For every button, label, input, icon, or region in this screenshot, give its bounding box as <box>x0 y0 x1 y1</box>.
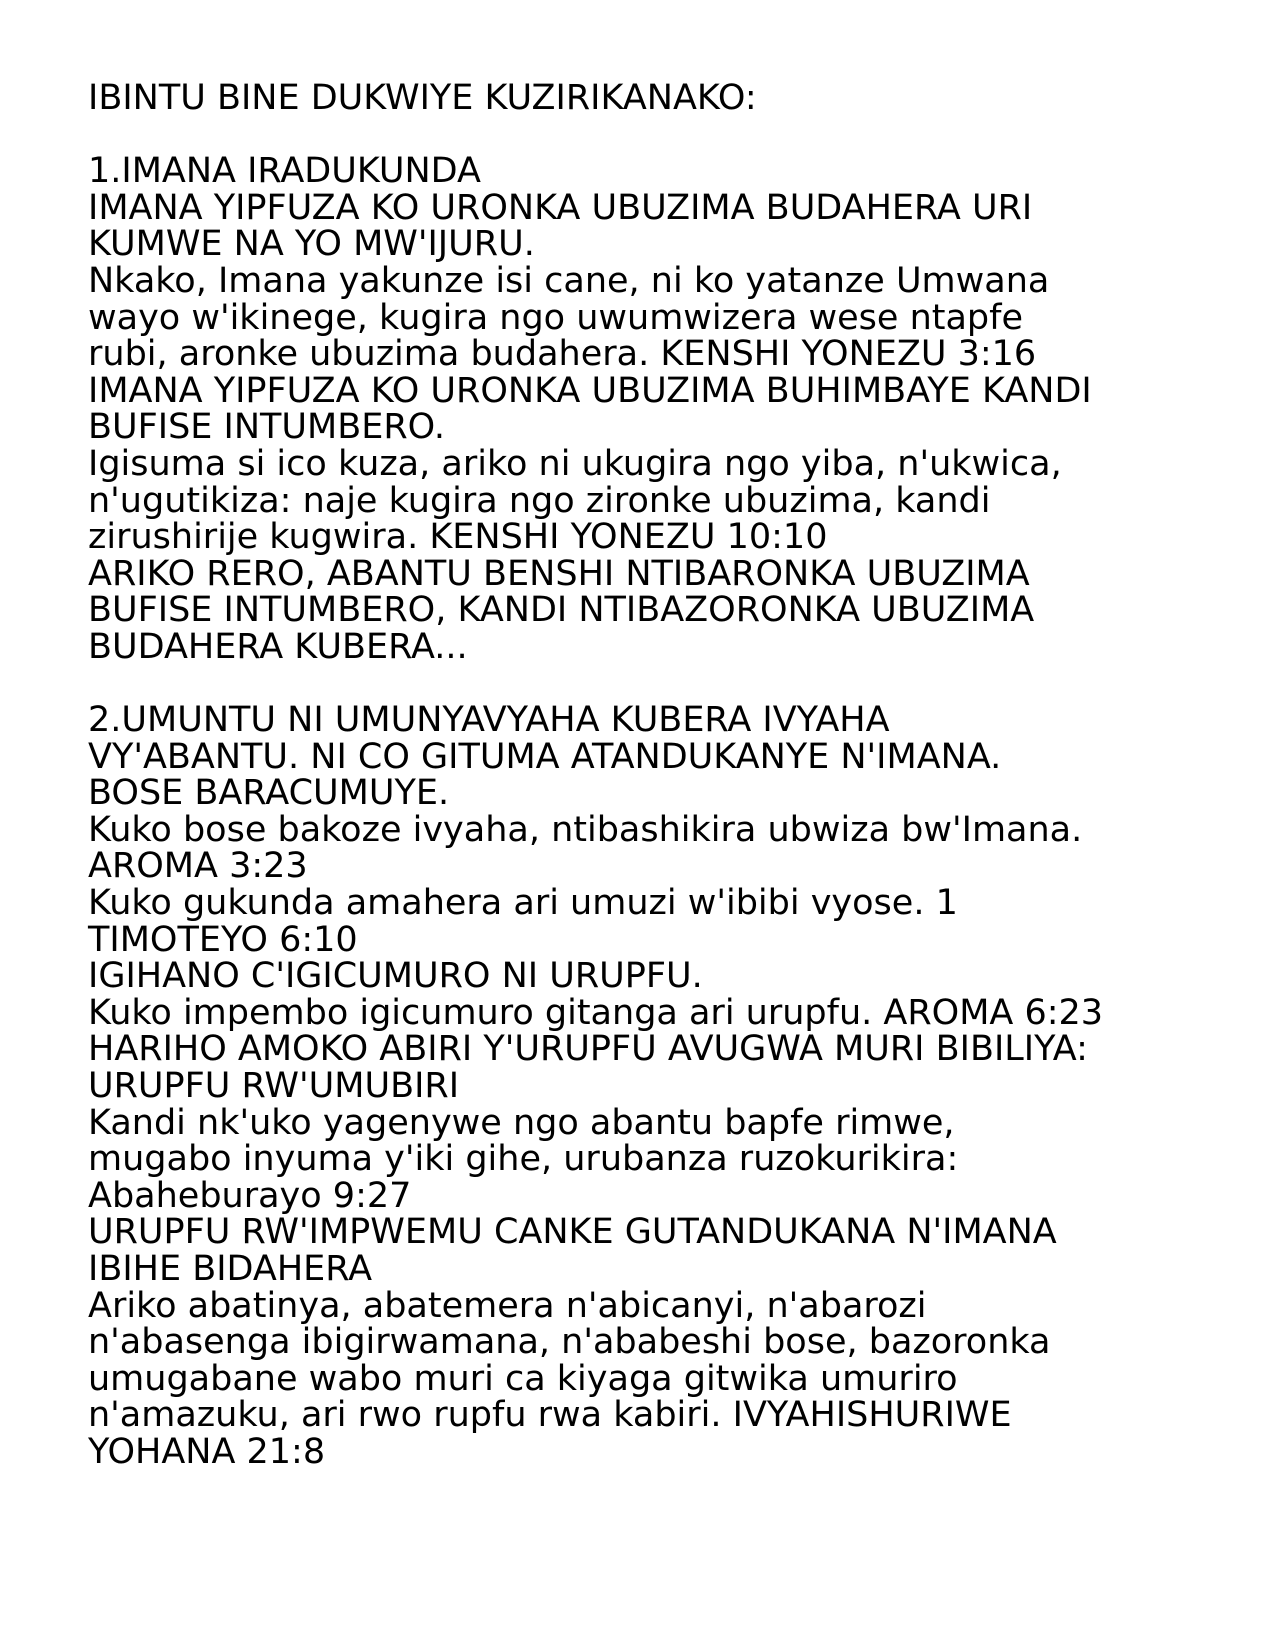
section-1 <box>88 153 1248 665</box>
text-line: Kuko gukunda amahera ari umuzi w'ibibi vyose. 1 <box>88 883 958 924</box>
text-line: Ariko abatinya, abatemera n'abicanyi, n'abarozi <box>88 1285 927 1326</box>
text-line: AROMA 3:23 <box>88 846 308 887</box>
section-2-heading: 2.UMUNTU NI UMUNYAVYAHA KUBERA IVYAHA <box>88 700 890 741</box>
spacer <box>88 666 1248 703</box>
text-line: mugabo inyuma y'iki gihe, urubanza ruzokurikira: <box>88 1139 959 1180</box>
text-line: Kandi nk'uko yagenywe ngo abantu bapfe rimwe, <box>88 1102 955 1143</box>
text-line: Kuko bose bakoze ivyaha, ntibashikira ubwiza bw'Imana. <box>88 809 1083 850</box>
spacer <box>88 117 1248 154</box>
text-line: URUPFU RW'UMUBIRI <box>88 1066 460 1107</box>
text-line: YOHANA 21:8 <box>88 1431 326 1472</box>
text-line: BUFISE INTUMBERO, KANDI NTIBAZORONKA UBUZIMA <box>88 590 1035 631</box>
section-2 <box>88 702 1248 1470</box>
text-line: URUPFU RW'IMPWEMU CANKE GUTANDUKANA N'IMANA <box>88 1212 1057 1253</box>
text-line: Kuko impembo igicumuro gitanga ari urupfu. AROMA 6:23 <box>88 992 1104 1033</box>
text-line: n'amazuku, ari rwo rupfu rwa kabiri. IVYAHISHURIWE <box>88 1395 1012 1436</box>
text-line: BUFISE INTUMBERO. <box>88 407 445 448</box>
text-line: rubi, aronke ubuzima budahera. KENSHI YONEZU 3:16 <box>88 334 1037 375</box>
text-line: n'ugutikiza: naje kugira ngo zironke ubuzima, kandi <box>88 480 991 521</box>
text-line: BOSE BARACUMUYE. <box>88 773 450 814</box>
document-page <box>88 80 1248 1471</box>
text-line: IGIHANO C'IGICUMURO NI URUPFU. <box>88 956 703 997</box>
text-line: n'abasenga ibigirwamana, n'ababeshi bose, bazoronka <box>88 1322 1051 1363</box>
text-line: ARIKO RERO, ABANTU BENSHI NTIBARONKA UBUZIMA <box>88 553 1030 594</box>
text-line: BUDAHERA KUBERA... <box>88 626 468 667</box>
text-line: Igisuma si ico kuza, ariko ni ukugira ngo yiba, n'ukwica, <box>88 443 1062 484</box>
text-line: HARIHO AMOKO ABIRI Y'URUPFU AVUGWA MURI BIBILIYA: <box>88 1029 1088 1070</box>
text-line: IBIHE BIDAHERA <box>88 1249 373 1289</box>
text-line: IMANA YIPFUZA KO URONKA UBUZIMA BUHIMBAYE KANDI <box>88 370 1092 411</box>
text-line: Nkako, Imana yakunze isi cane, ni ko yatanze Umwana <box>88 260 1050 301</box>
text-line: zirushirije kugwira. KENSHI YONEZU 10:10 <box>88 517 828 558</box>
text-line: umugabane wabo muri ca kiyaga gitwika umuriro <box>88 1358 958 1399</box>
text-line: KUMWE NA YO MW'IJURU. <box>88 224 535 265</box>
text-line: IMANA YIPFUZA KO URONKA UBUZIMA BUDAHERA URI <box>88 187 1033 228</box>
text-line: VY'ABANTU. NI CO GITUMA ATANDUKANYE N'IMANA. <box>88 736 1002 777</box>
text-line: Abaheburayo 9:27 <box>88 1175 412 1216</box>
text-line: TIMOTEYO 6:10 <box>88 919 358 960</box>
section-1-heading: 1.IMANA IRADUKUNDA <box>88 151 481 192</box>
text-line: wayo w'ikinege, kugira ngo uwumwizera wese ntapfe <box>88 297 1024 338</box>
document-title: IBINTU BINE DUKWIYE KUZIRIKANAKO: <box>88 78 757 118</box>
